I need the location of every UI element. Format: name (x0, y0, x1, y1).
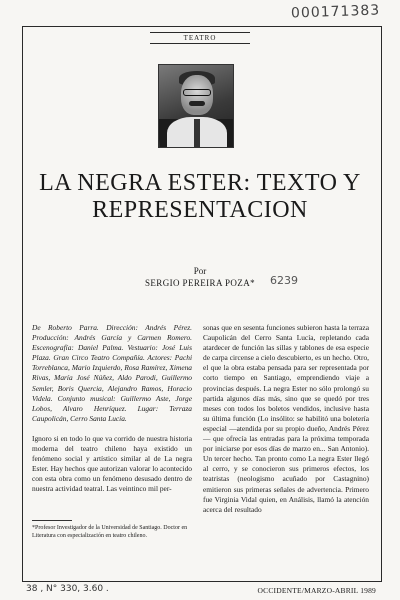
handwritten-code: 6239 (270, 274, 298, 287)
right-column (203, 323, 369, 515)
left-column (32, 323, 192, 495)
intro-paragraph: Ignoro si en todo lo que va corrido de nuestra historia moderna del teatro chileno haya existido un fenómeno social y artístico similar al de La negra Ester. Hay hechos que autorizan valorar lo acontecido con esta obra como un fenómeno desusado dentro de nuestra actividad teatral. Las veintinco mil per- (32, 433, 192, 494)
publication-footer: OCCIDENTE/MARZO-ABRIL 1989 (257, 586, 376, 595)
page-number: 38 , N° 330, 3.60 . (26, 584, 109, 594)
production-credits: De Roberto Parra. Dirección: Andrés Pérez. Producción: Andrés García y Carmen Romero. Escenografía: Daniel Palma. Vestuario: José Luis Plaza. Gran Circo Teatro Compañía. Actores: Pachi Torreblanca, Mario Izquierdo, Rosa Ramírez, Ximena Rivas, María José Núñez, Aldo Parodi, Guillermo Semler, Boris Quercia, Alejandro Ramos, Horacio Videla. Conjunto musical: Guillermo Aste, Jorge Lobos, Alvaro Henríquez. Lugar: Terraza Caupolicán, Cerro Santa Lucía. (32, 323, 192, 423)
footnote: *Profesor Investigador de la Universidad de Santiago. Doctor en Literatura con especialización en teatro chileno. (32, 525, 188, 539)
author-photo (158, 64, 234, 148)
article-title: LA NEGRA ESTER: TEXTO Y REPRESENTACION (39, 170, 361, 223)
handwritten-catalog-number: 000171383 (290, 2, 381, 22)
byline-author: SERGIO PEREIRA POZA* (144, 278, 255, 288)
section-tag: TEATRO (150, 32, 250, 44)
byline-por: Por (193, 266, 207, 276)
footnote-rule (32, 520, 72, 521)
body-paragraph: sonas que en sesenta funciones subieron hasta la terraza Caupolicán del Cerro Santa Lucía, repletando cada atardecer de función las sillas y tablones de esa especie de carpa circense a cielo descubierto, es un hecho. Otro, el que la obra estaba pensada para ser representada por corto tiempo en Santiago, emprendiendo viaje a provincias después. La negra Ester no sólo prolongó su partida algunos días más, sino que se quedó por tres meses con todos los boletos vendidos, inclusive hasta su última función (Lo insólito: se habilitó una boletería especial —atendida por su propio dueño, Andrés Pérez— que ofrecía las entradas para la próxima temporada por iniciarse por esos días de marzo en... San Antonio). Un tercer hecho. Tan pronto como La negra Ester llegó al cerro, y se conocieron sus primeros efectos, los teatristas (neologismo acuñado por Castagnino) emitieron sus primeras señales de advertencia. Primero fue Virginia Vidal quien, en Análisis, llamó la atención acerca del resultado (203, 323, 369, 514)
